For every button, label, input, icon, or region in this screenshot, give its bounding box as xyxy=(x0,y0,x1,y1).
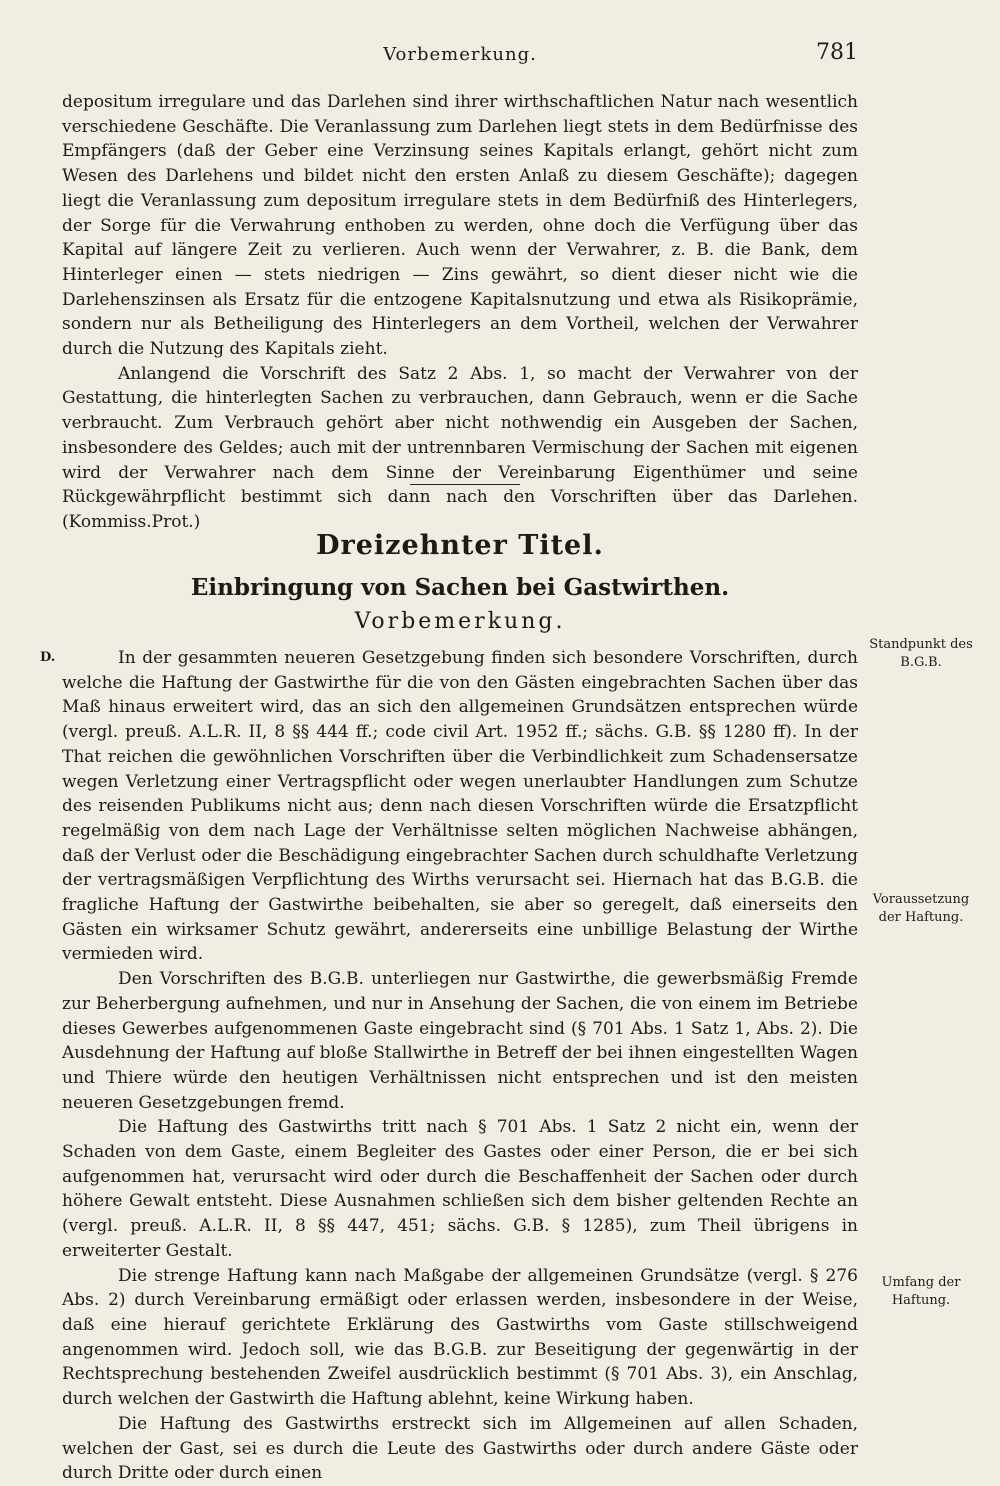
paragraph: Anlangend die Vorschrift des Satz 2 Abs. 1, so macht der Verwahrer von der Gestattung, die hinterlegten Sachen zu verbrauchen, dann Gebrauch, wenn er die Sache verbraucht. Zum Verbrauch gehört aber nicht nothwendig ein Ausgeben der Sachen, insbesondere des Geldes; auch mit der untrennbaren Vermischung der Sachen mit eigenen wird der Verwahrer nach dem Sinne der Vereinbarung Eigenthümer und seine Rückgewährpflicht bestimmt sich dann nach den Vorschriften über das Darlehen. (Kommiss.Prot.) xyxy=(62,363,858,532)
paragraph: Den Vorschriften des B.G.B. unterliegen nur Gastwirthe, die gewerbsmäßig Fremde zur Beherbergung aufnehmen, und nur in Ansehung der Sachen, die von einem im Betriebe dieses Gewerbes aufgenommenen Gaste eingebracht sind (§ 701 Abs. 1 Satz 1, Abs. 2). Die Ausdehnung der Haftung auf bloße Stallwirthe in Betreff der bei ihnen eingestellten Wagen und Thiere würde den heutigen Verhältnissen nicht entsprechen und ist den meisten neueren Gesetzgebungen fremd. xyxy=(62,969,858,1113)
paragraph: depositum irregulare und das Darlehen sind ihrer wirthschaftlichen Natur nach wesentlich verschiedene Geschäfte. Die Veranlassung zum Darlehen liegt stets in dem Bedürfnisse des Empfängers (daß der Geber eine Verzinsung seines Kapitals erlangt, gehört nicht zum Wesen des Darlehens und bildet nicht den ersten Anlaß zu diesem Geschäfte); dagegen liegt die Veranlassung zum depositum irregulare stets in dem Bedürfniß des Hinterlegers, der Sorge für die Verwahrung enthoben zu werden, ohne doch die Verfügung über das Kapital auf längere Zeit zu verlieren. Auch wenn der Verwahrer, z. B. die Bank, dem Hinterleger einen — stets niedrigen — Zins gewährt, so dient dieser nicht wie die Darlehenszinsen als Ersatz für die entzogene Kapitalsnutzung und etwa als Risikoprämie, sondern nur als Betheiligung des Hinterlegers an dem Vortheil, welchen der Verwahrer durch die Nutzung des Kapitals zieht. xyxy=(62,92,858,360)
section-heading: Vorbemerkung. xyxy=(354,609,566,634)
section-divider xyxy=(410,484,520,485)
continued-text-block xyxy=(62,90,858,535)
margin-note: Standpunkt des B.G.B. xyxy=(869,637,973,670)
paragraph: Die strenge Haftung kann nach Maßgabe der allgemeinen Grundsätze (vergl. § 276 Abs. 2) durch Vereinbarung ermäßigt oder erlassen werden, insbesondere in der Weise, daß eine hierauf gerichtete Erklärung des Gastwirths vom Gaste stillschweigend angenommen wird. Jedoch soll, wie das B.G.B. zur Beseitigung der gegenwärtig in der Rechtsprechung bestehenden Zweifel ausdrücklich bestimmt (§ 701 Abs. 3), ein Anschlag, durch welchen der Gastwirth die Haftung ablehnt, keine Wirkung haben. xyxy=(62,1265,858,1410)
paragraph: In der gesammten neueren Gesetzgebung finden sich besondere Vorschriften, durch welche die Haftung der Gastwirthe für die von den Gästen eingebrachten Sachen über das Maß hinaus erweitert wird, das an sich den allgemeinen Grundsätzen entsprechen würde (vergl. preuß. A.L.R. II, 8 §§ 444 ff.; code civil Art. 1952 ff.; sächs. G.B. §§ 1280 ff). In der That reichen die gewöhnlichen Vorschriften über die Verbindlichkeit zum Schadensersatze wegen Verletzung einer Vertragspflicht oder wegen unerlaubter Handlungen zum Schutze des reisenden Publikums nicht aus; denn nach diesen Vorschriften würde die Ersatzpflicht regelmäßig von dem nach Lage der Verhältnisse selten möglichen Nachweise abhängen, daß der Verlust oder die Beschädigung eingebrachter Sachen durch schuldhafte Verletzung der vertragsmäßigen Verpflichtung des Wirths verursacht sei. Hiernach hat das B.G.B. die fragliche Haftung der Gastwirthe beibehalten, sie aber so geregelt, daß einerseits den Gästen ein wirksamer Schutz gewährt, andererseits eine unbillige Belastung der Wirthe vermieden wird. xyxy=(62,648,858,965)
paragraph: Die Haftung des Gastwirths tritt nach § 701 Abs. 1 Satz 2 nicht ein, wenn der Schaden von dem Gaste, einem Begleiter des Gastes oder einer Person, die er bei sich aufgenommen hat, verursacht wird oder durch die Beschaffenheit der Sachen oder durch höhere Gewalt entsteht. Diese Ausnahmen schließen sich dem bisher geltenden Rechte an (vergl. preuß. A.L.R. II, 8 §§ 447, 451; sächs. G.B. § 1285), zum Theil übrigens in erweiterter Gestalt. xyxy=(62,1117,858,1261)
page-header xyxy=(62,40,858,74)
section-title: Dreizehnter Titel. xyxy=(316,530,604,561)
margin-note: Voraussetzung der Haftung. xyxy=(872,892,970,925)
running-title: Vorbemerkung. xyxy=(383,44,537,65)
section-body xyxy=(62,646,858,1486)
section-subtitle: Einbringung von Sachen bei Gastwirthen. xyxy=(190,574,730,601)
margin-mark: D. xyxy=(40,650,56,665)
page-number: 781 xyxy=(816,40,858,65)
margin-note: Umfang der Haftung. xyxy=(881,1275,961,1308)
paragraph: Die Haftung des Gastwirths erstreckt sich im Allgemeinen auf allen Schaden, welchen der Gast, sei es durch die Leute des Gastwirths oder durch andere Gäste oder durch Dritte oder durch einen xyxy=(62,1413,858,1484)
